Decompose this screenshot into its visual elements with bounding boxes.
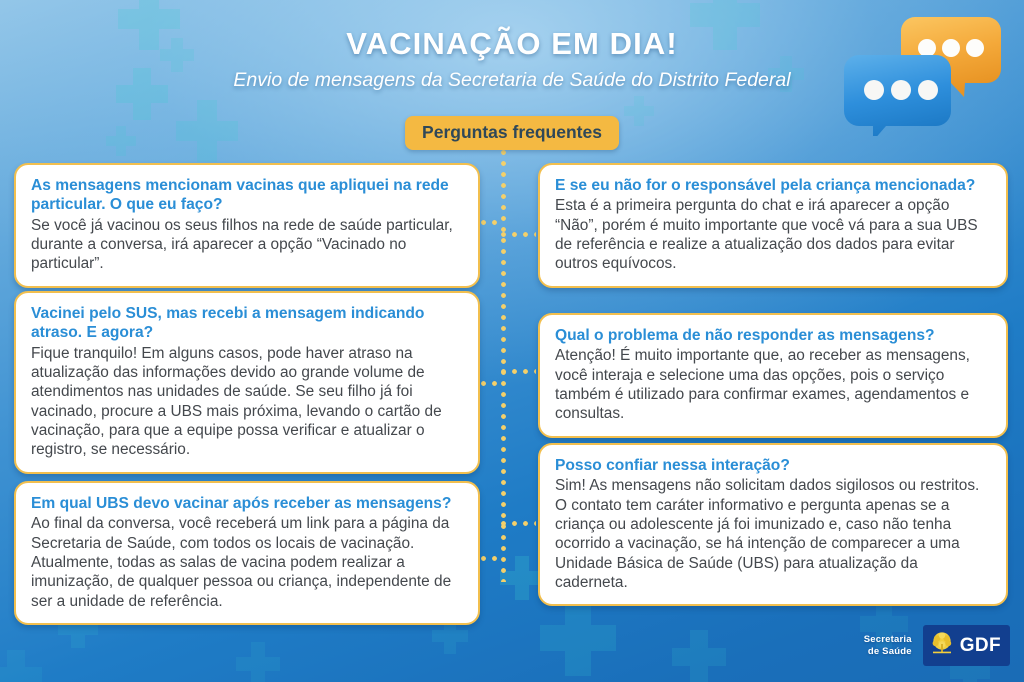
faq-answer: Esta é a primeira pergunta do chat e irá aparecer a opção “Não”, porém é muito importante que você vá para a sua UBS de referência e realize a atualização dos dados para evitar outros equívocos. [555, 197, 978, 273]
secretaria-de-saude-logo [864, 634, 912, 657]
faq-answer: Atenção! É muito importante que, ao receber as mensagens, você interaja e selecione uma das opções, pois o serviço também é utilizado para confirmar exames, agendamentos e consultas. [555, 347, 970, 423]
faq-question: Qual o problema de não responder as mensagens? [555, 327, 935, 344]
page-title: VACINAÇÃO EM DIA! [346, 26, 678, 61]
faq-question: Em qual UBS devo vacinar após receber as mensagens? [31, 495, 452, 512]
faq-answer: Se você já vacinou os seus filhos na rede de saúde particular, durante a conversa, irá aparecer a opção “Vacinado no particular”. [31, 216, 453, 273]
secretaria-line-2: de Saúde [867, 645, 912, 657]
dotted-branch-right-1 [501, 232, 536, 237]
faq-question: Posso confiar nessa interação? [555, 457, 790, 474]
dotted-branch-right-2 [501, 369, 536, 374]
faq-card-left-1 [14, 163, 480, 288]
faq-question: Vacinei pelo SUS, mas recebi a mensagem indicando atraso. E agora? [31, 305, 425, 342]
poster-header [0, 26, 1024, 92]
faq-card-left-3 [14, 481, 480, 625]
faq-question: E se eu não for o responsável pela criança mencionada? [555, 177, 976, 194]
faq-answer: Sim! As mensagens não solicitam dados sigilosos ou restritos. O contato tem caráter informativo e pergunta apenas se a criança ou adolescente já foi imunizado e, caso não tenha ocorrido a vacinação, se há intenção de comparecer a uma Unidade Básica de Saúde (UBS) para atualização da caderneta. [555, 477, 980, 591]
faq-question: As mensagens mencionam vacinas que apliquei na rede particular. O que eu faço? [31, 177, 449, 214]
page-subtitle: Envio de mensagens da Secretaria de Saúde do Distrito Federal [233, 69, 791, 91]
faq-answer: Fique tranquilo! Em alguns casos, pode haver atraso na atualização das informações devido ao grande volume de atendimentos nas unidades de saúde. Se seu filho já foi vacinado, procure a UBS mais próxima, levando o cartão de vacinação, para que a equipe possa verificar e atualizar o registro, se necessário. [31, 344, 442, 459]
faq-card-right-3 [538, 443, 1008, 606]
secretaria-line-1: Secretaria [863, 633, 912, 645]
faq-card-right-2 [538, 313, 1008, 438]
gdf-logo [923, 625, 1010, 666]
faq-answer: Ao final da conversa, você receberá um link para a página da Secretaria de Saúde, com todos os locais de vacinação. Atualmente, todas as salas de vacina podem realizar a imunização, de qualquer pessoa ou criança, independente de ser a unidade de referência. [31, 515, 452, 610]
dotted-branch-right-3 [501, 521, 536, 526]
faq-card-right-1 [538, 163, 1008, 288]
faq-section-badge: Perguntas frequentes [405, 116, 619, 150]
gdf-coat-of-arms-icon [929, 630, 955, 661]
dotted-spine-connector [501, 150, 506, 582]
faq-card-left-2 [14, 291, 480, 474]
gdf-label: GDF [959, 635, 1001, 656]
footer-logos [864, 625, 1010, 666]
